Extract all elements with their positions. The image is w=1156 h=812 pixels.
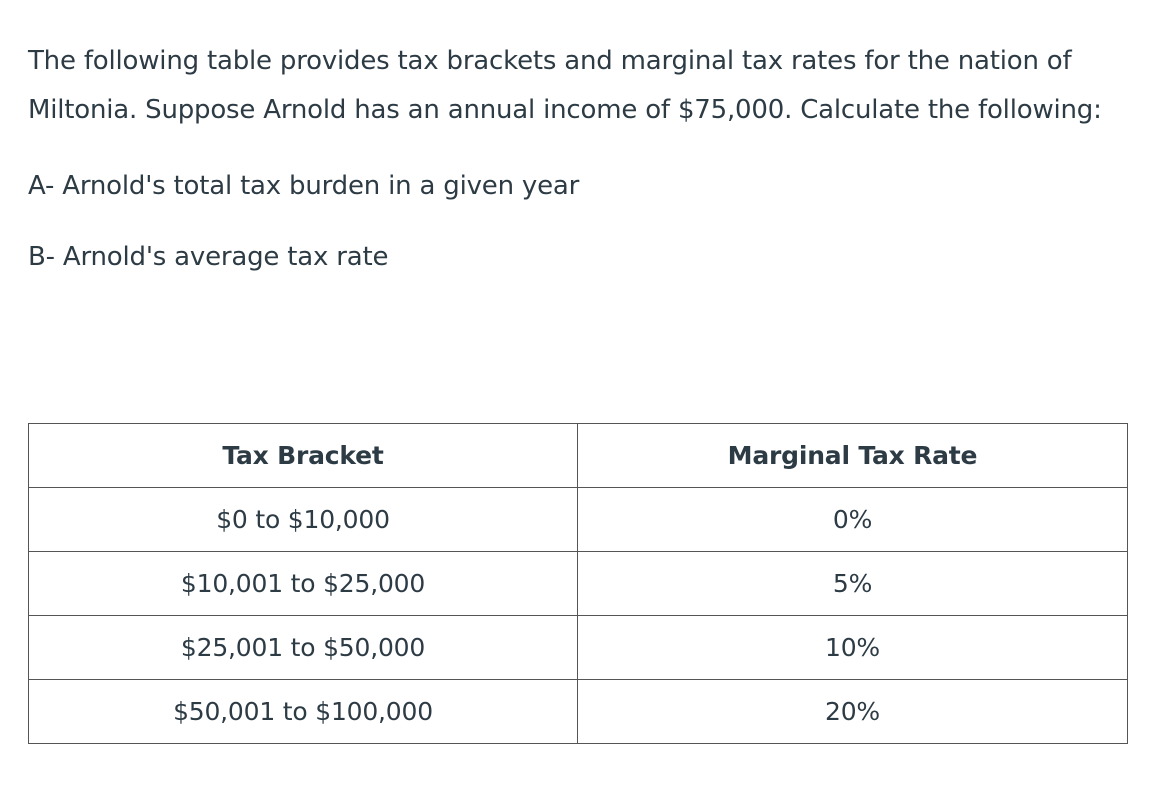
rate-cell: 0% (578, 488, 1128, 552)
header-marginal-tax-rate: Marginal Tax Rate (578, 424, 1128, 488)
table-row (29, 616, 1128, 680)
table-row (29, 488, 1128, 552)
bracket-cell: $0 to $10,000 (29, 488, 578, 552)
table-row (29, 552, 1128, 616)
table-header-row (29, 424, 1128, 488)
rate-cell: 10% (578, 616, 1128, 680)
problem-statement (28, 37, 1128, 277)
intro-paragraph: The following table provides tax brackets and marginal tax rates for the nation of Miltonia. Suppose Arnold has an annual income of $75,000. Calculate the following: (28, 46, 1102, 125)
tax-bracket-table (28, 423, 1128, 744)
table-row (29, 680, 1128, 744)
bracket-cell: $10,001 to $25,000 (29, 552, 578, 616)
question-b: B- Arnold's average tax rate (28, 242, 389, 272)
bracket-cell: $25,001 to $50,000 (29, 616, 578, 680)
rate-cell: 5% (578, 552, 1128, 616)
header-tax-bracket: Tax Bracket (29, 424, 578, 488)
question-a: A- Arnold's total tax burden in a given year (28, 171, 580, 201)
bracket-cell: $50,001 to $100,000 (29, 680, 578, 744)
rate-cell: 20% (578, 680, 1128, 744)
